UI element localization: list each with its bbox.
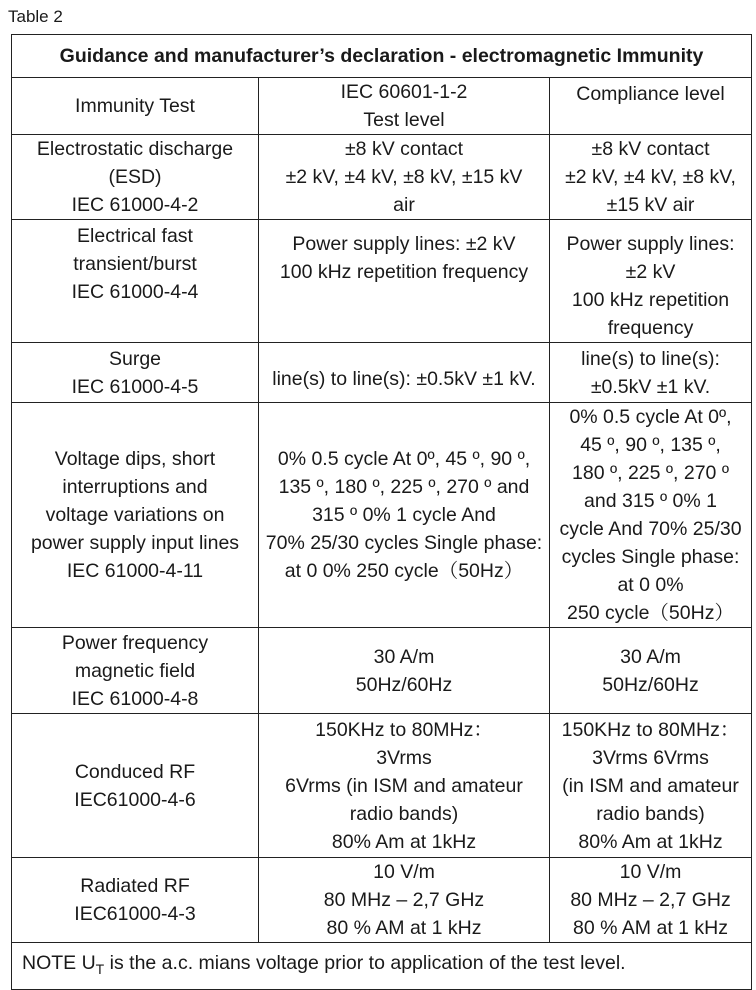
- test-level-cell: [259, 858, 550, 943]
- cell-line: 30 A/m: [620, 645, 681, 668]
- test-level-cell: [259, 135, 550, 220]
- cell-line: cycles Single phase:: [561, 546, 740, 568]
- cell-line: IEC61000-4-3: [74, 903, 196, 925]
- compliance-level-cell: [550, 343, 752, 403]
- cell-line: at 0 0%: [617, 574, 684, 596]
- cell-line: at 0 0% 250 cycle（50Hz）: [284, 560, 524, 582]
- cell-line: Power frequency: [61, 631, 209, 654]
- cell-line: 30 A/m: [373, 645, 435, 668]
- cell-line: (in ISM and amateur: [562, 774, 739, 797]
- cell-line: 0% 0.5 cycle At 0º, 45 º, 90 º,: [277, 448, 531, 470]
- cell-line: Conduced RF: [74, 760, 196, 783]
- cell-line: Electrostatic discharge: [36, 138, 234, 160]
- cell-line: IEC 61000-4-5: [71, 375, 199, 398]
- immunity-test-cell: [12, 220, 259, 343]
- table-row: [12, 135, 752, 220]
- cell-line: IEC 61000-4-11: [66, 560, 204, 582]
- compliance-level-cell: [550, 135, 752, 220]
- immunity-test-cell: [12, 628, 259, 714]
- cell-line: ±15 kV air: [606, 194, 695, 216]
- header-compliance-level: [550, 78, 752, 135]
- table-row: [12, 714, 752, 858]
- table-caption: Table 2: [8, 7, 63, 26]
- cell-line: ±8 kV contact: [344, 138, 463, 160]
- cell-line: 70% 25/30 cycles Single phase:: [265, 532, 543, 554]
- cell-line: ±0.5kV ±1 kV.: [590, 375, 711, 398]
- cell-line: 150KHz to 80MHz：: [315, 718, 493, 741]
- immunity-test-cell: [12, 403, 259, 628]
- cell-line: 50Hz/60Hz: [355, 673, 453, 696]
- table-row: [12, 403, 752, 628]
- cell-line: ±2 kV, ±4 kV, ±8 kV, ±15 kV: [285, 166, 523, 188]
- cell-line: 150KHz to 80MHz：: [561, 718, 740, 741]
- immunity-test-cell: [12, 343, 259, 403]
- table-row: [12, 220, 752, 343]
- cell-line: Surge: [108, 347, 162, 370]
- table-title: Guidance and manufacturer’s declaration - electromagnetic Immunity: [12, 35, 752, 78]
- cell-line: Electrical fast: [77, 225, 193, 247]
- cell-line: Power supply lines:: [566, 233, 735, 255]
- cell-line: 45 º, 90 º, 135 º,: [580, 434, 721, 456]
- cell-line: 135 º, 180 º, 225 º, 270 º and: [278, 476, 530, 498]
- note-text: is the a.c. mians voltage prior to application of the test level.: [104, 952, 626, 975]
- header-immunity-test: [12, 78, 259, 135]
- cell-line: 315 º 0% 1 cycle And: [312, 504, 496, 526]
- cell-line: ±8 kV contact: [591, 138, 710, 160]
- cell-line: IEC61000-4-6: [74, 788, 196, 811]
- cell-line: line(s) to line(s):: [581, 347, 720, 370]
- cell-line: 6Vrms (in ISM and amateur: [285, 774, 523, 797]
- immunity-test-cell: [12, 714, 259, 858]
- cell-line: 3Vrms 6Vrms: [592, 746, 709, 769]
- cell-line: transient/burst: [73, 253, 197, 275]
- cell-line: IEC 61000-4-8: [71, 687, 199, 710]
- cell-line: 80 % AM at 1 kHz: [573, 917, 728, 939]
- immunity-test-cell: [12, 135, 259, 220]
- cell-line: (ESD): [108, 166, 162, 188]
- cell-line: 100 kHz repetition frequency: [279, 261, 529, 283]
- header-line: Immunity Test: [75, 95, 195, 117]
- compliance-level-cell: [550, 714, 752, 858]
- cell-line: frequency: [607, 317, 694, 339]
- test-level-cell: [259, 628, 550, 714]
- cell-line: 80% Am at 1kHz: [331, 830, 477, 853]
- cell-line: radio bands): [596, 802, 705, 825]
- cell-line: 0% 0.5 cycle At 0º,: [569, 406, 732, 428]
- cell-line: ±2 kV: [625, 261, 676, 283]
- cell-line: voltage variations on: [45, 504, 225, 526]
- header-line: IEC 60601-1-2: [340, 81, 468, 103]
- test-level-cell: [259, 714, 550, 858]
- cell-line: 10 V/m: [373, 861, 435, 883]
- cell-line: 80 % AM at 1 kHz: [326, 917, 482, 939]
- cell-line: power supply input lines: [30, 532, 240, 554]
- cell-line: 50Hz/60Hz: [602, 673, 699, 696]
- cell-line: IEC 61000-4-2: [71, 194, 199, 216]
- cell-line: magnetic field: [74, 659, 196, 682]
- note-subscript: T: [95, 960, 105, 977]
- cell-line: air: [393, 194, 415, 216]
- cell-line: 10 V/m: [619, 861, 682, 883]
- cell-line: 80% Am at 1kHz: [578, 830, 723, 853]
- cell-line: IEC 61000-4-4: [71, 281, 199, 303]
- test-level-cell: [259, 403, 550, 628]
- header-line: Test level: [363, 109, 445, 131]
- cell-line: 180 º, 225 º, 270 º: [572, 462, 729, 484]
- test-level-cell: [259, 343, 550, 403]
- header-line: Compliance level: [576, 83, 725, 105]
- cell-line: 80 MHz – 2,7 GHz: [323, 889, 485, 911]
- cell-line: and 315 º 0% 1: [584, 490, 717, 512]
- cell-line: 3Vrms: [376, 746, 432, 769]
- compliance-level-cell: [550, 628, 752, 714]
- cell-line: interruptions and: [62, 476, 208, 498]
- table-row: [12, 858, 752, 943]
- immunity-table: [11, 34, 752, 990]
- cell-line: Radiated RF: [80, 875, 190, 897]
- header-test-level: [259, 78, 550, 135]
- cell-line: line(s) to line(s): ±0.5kV ±1 kV.: [272, 367, 536, 390]
- table-row: [12, 343, 752, 403]
- table-row: [12, 628, 752, 714]
- cell-line: cycle And 70% 25/30: [559, 518, 742, 540]
- compliance-level-cell: [550, 403, 752, 628]
- test-level-cell: [259, 220, 550, 343]
- cell-line: 100 kHz repetition: [571, 289, 730, 311]
- cell-line: Power supply lines: ±2 kV: [292, 233, 516, 255]
- cell-line: 80 MHz – 2,7 GHz: [570, 889, 731, 911]
- compliance-level-cell: [550, 858, 752, 943]
- immunity-test-cell: [12, 858, 259, 943]
- cell-line: Voltage dips, short: [54, 448, 216, 470]
- cell-line: radio bands): [349, 802, 459, 825]
- compliance-level-cell: [550, 220, 752, 343]
- table-note: [12, 943, 752, 990]
- cell-line: ±2 kV, ±4 kV, ±8 kV,: [565, 166, 736, 188]
- note-prefix: NOTE U: [22, 952, 96, 975]
- cell-line: 250 cycle（50Hz）: [567, 602, 734, 624]
